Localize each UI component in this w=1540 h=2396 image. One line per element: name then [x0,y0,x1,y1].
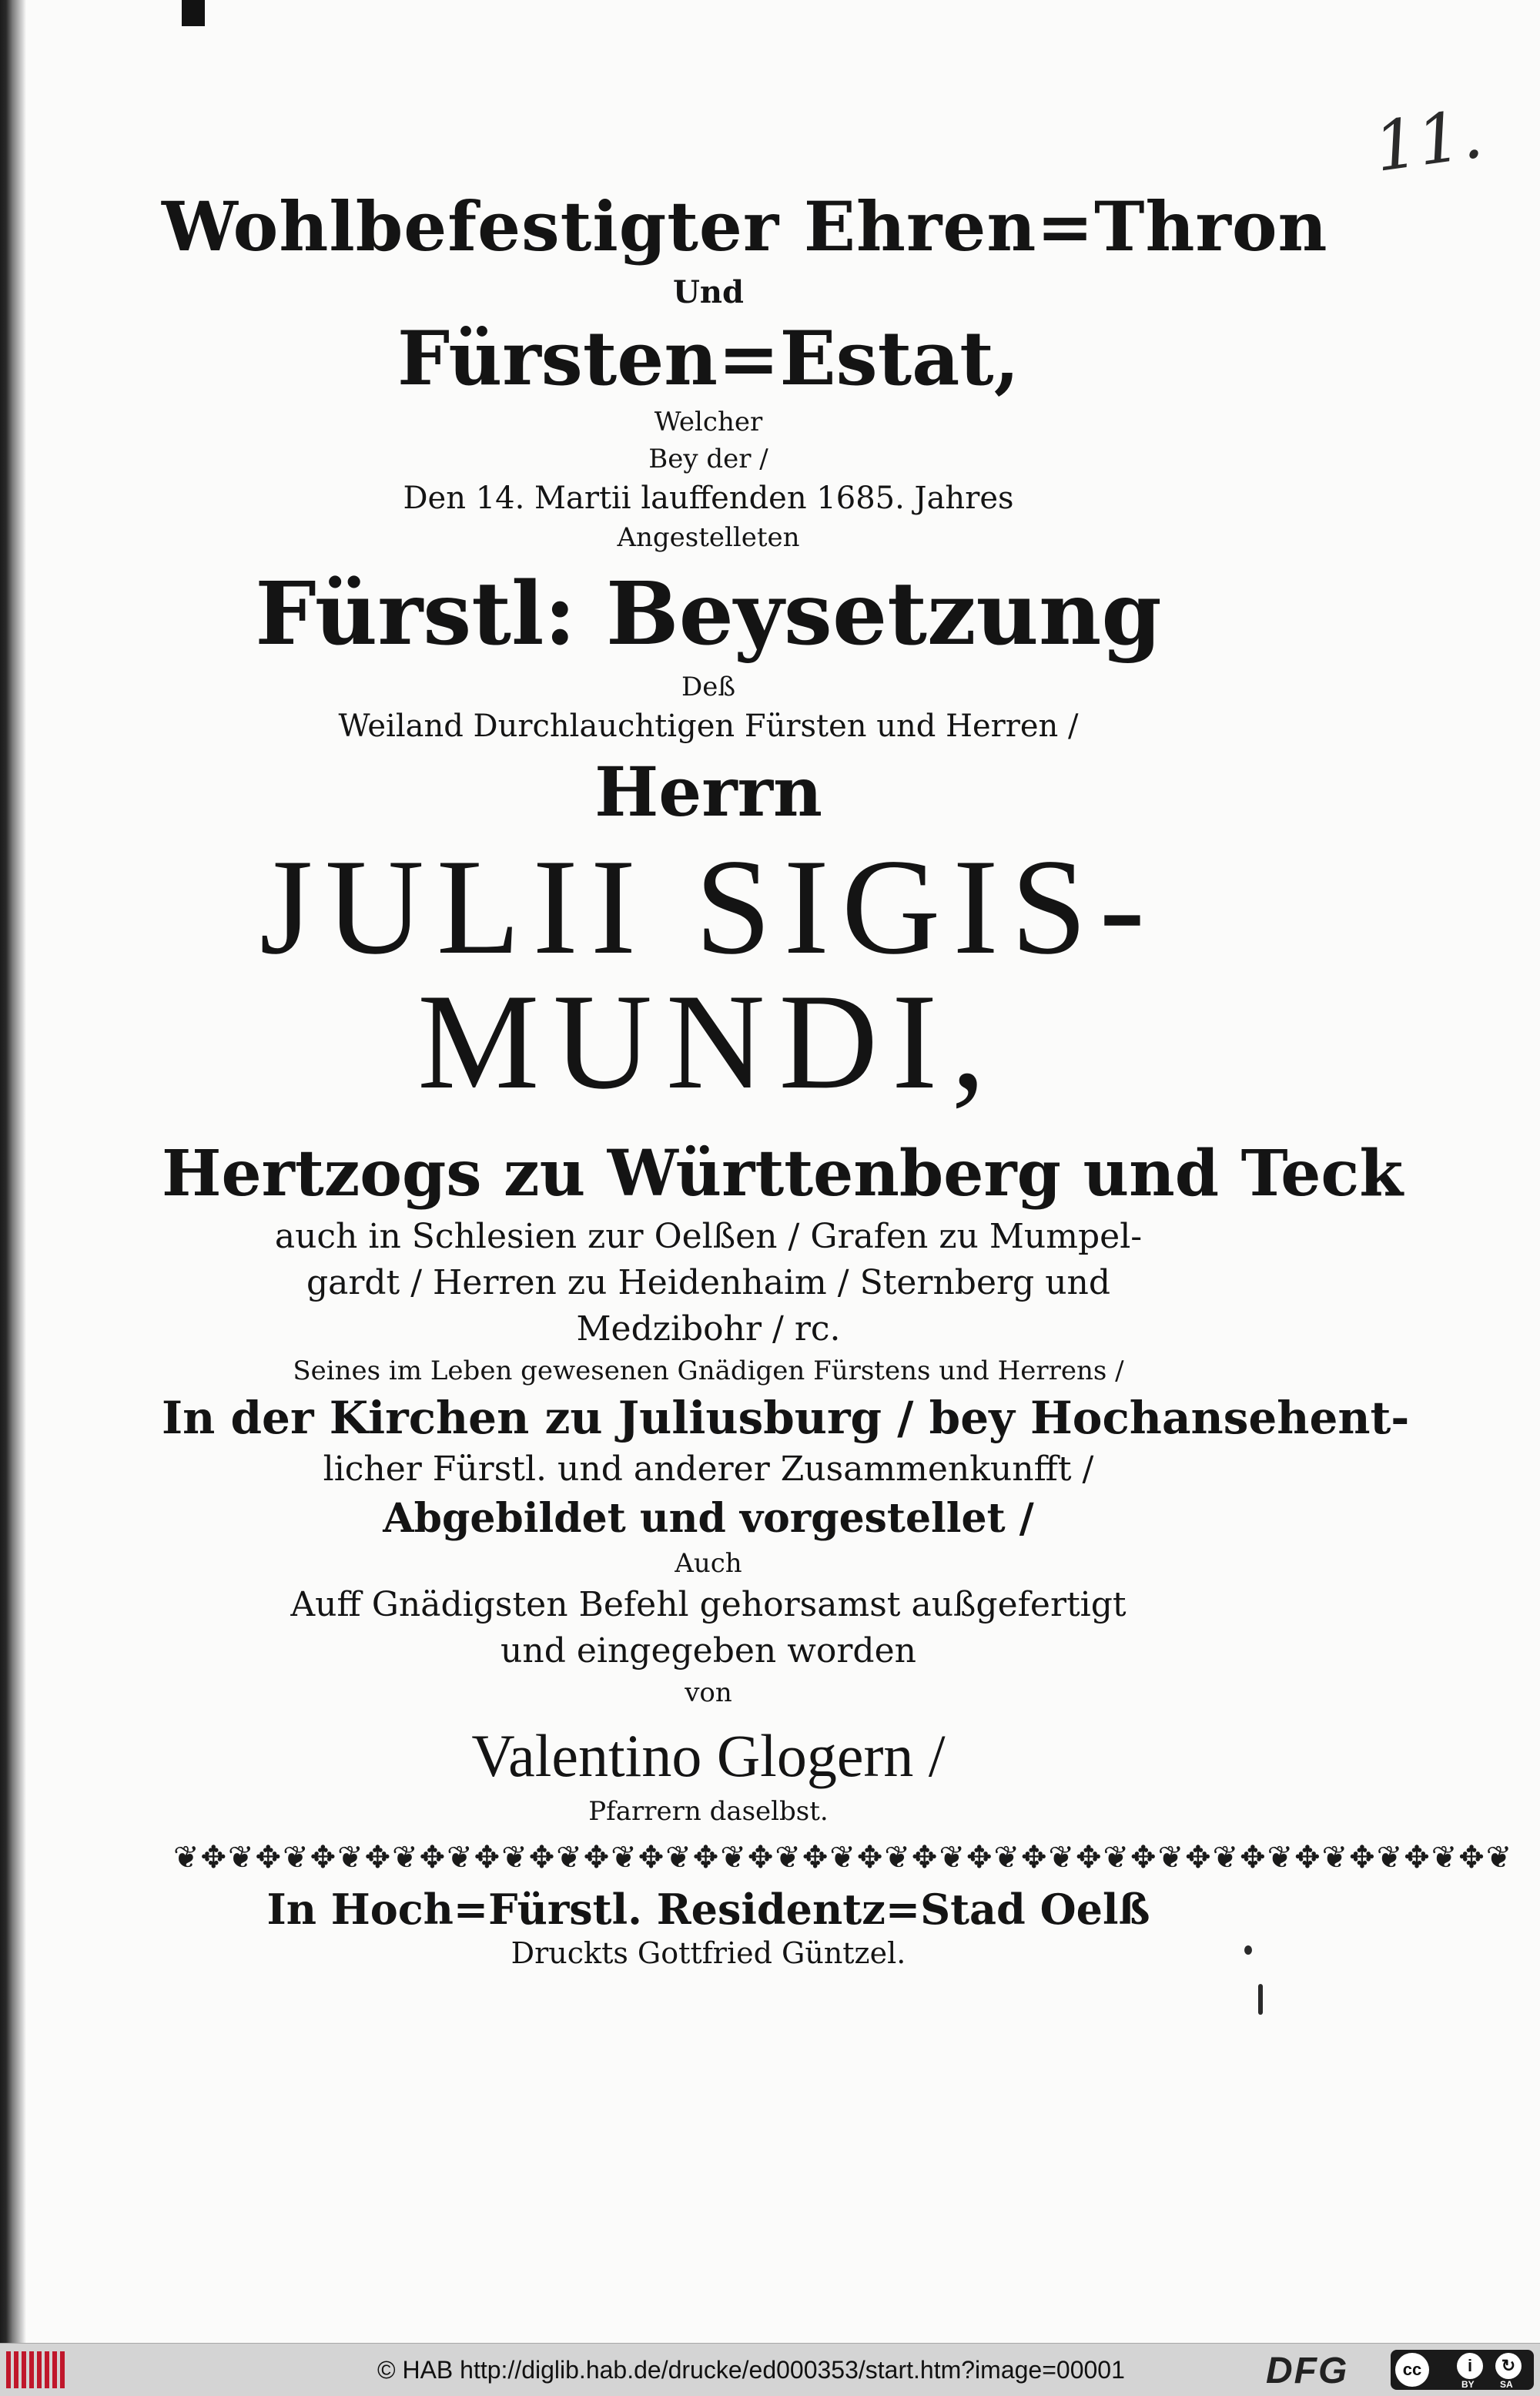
title-und: Und [673,274,744,310]
line-welcher: Welcher [654,407,763,437]
title-name-line1: JULII SIGIS- [259,830,1157,983]
line-schlesien: auch in Schlesien zur Oelßen / Grafen zu Mumpel- [274,1217,1143,1256]
imprint-printer: Druckts Gottfried Güntzel. [511,1936,906,1970]
line-weiland: Weiland Durchlauchtigen Fürsten und Herren / [338,709,1079,744]
line-eingegeben: und eingegeben worden [500,1631,916,1670]
citation-link[interactable]: © HAB http://diglib.hab.de/drucke/ed000353/start.htm?image=00001 [377,2356,1125,2384]
title-herrn: Herrn [594,752,822,832]
line-hertzogs: Hertzogs zu Württenberg und Teck [162,1137,1404,1211]
line-von: von [685,1677,732,1708]
title-beysetzung: Fürstl: Beysetzung [255,564,1162,665]
license-by-label: BY [1461,2379,1475,2390]
cc-by-sa-icon[interactable] [1391,2350,1534,2390]
cc-logo-icon: cc [1395,2353,1429,2387]
license-sa-label: SA [1500,2379,1513,2390]
share-alike-icon: ↻ [1495,2353,1522,2379]
line-licher: licher Fürstl. und anderer Zusammenkunfft / [323,1449,1094,1489]
author-name: Valentino Glogern / [471,1722,946,1789]
title-page-text [162,185,1514,1972]
title-estat: Fürsten=Estat, [397,315,1020,402]
line-abgebildet: Abgebildet und vorgestellet / [383,1495,1034,1542]
line-dess: Deß [681,672,736,702]
imprint-place: In Hoch=Fürstl. Residentz=Stad Oelß [266,1885,1150,1934]
line-angestellet: Angestelleten [617,522,800,553]
by-attribution-icon: i [1457,2353,1483,2379]
ink-speck [1258,1984,1263,2015]
line-auch: Auch [675,1548,742,1579]
line-pfarrern: Pfarrern daselbst. [588,1796,829,1827]
line-medzibohr: Medzibohr / rc. [576,1309,841,1349]
ornament-band: ❦✥❦✥❦✥❦✥❦✥❦✥❦✥❦✥❦✥❦✥❦✥❦✥❦✥❦✥❦✥❦✥❦✥❦✥❦✥❦✥❦✥❦✥❦✥❦✥❦ [173,1840,1514,1875]
line-seines: Seines im Leben gewesenen Gnädigen Fürstens und Herrens / [293,1355,1124,1386]
main-title: Wohlbefestigter Ehren=Thron [162,186,1328,266]
title-name-line2: MUNDI, [417,965,999,1118]
line-gardt: gardt / Herren zu Heidenhaim / Sternberg und [306,1263,1111,1302]
hab-logo-icon[interactable] [6,2351,66,2388]
page-top-mark [182,0,205,26]
page-binding-edge [0,0,26,2343]
dfg-logo[interactable]: DFG [1266,2351,1349,2391]
viewer-footer-bar [0,2343,1540,2396]
line-date: Den 14. Martii lauffenden 1685. Jahres [403,481,1014,516]
handwritten-margin-note: 11. [1369,93,1488,187]
line-kirchen: In der Kirchen zu Juliusburg / bey Hochansehent- [162,1392,1410,1444]
line-bey: Bey der / [648,444,768,474]
line-auff: Auff Gnädigsten Befehl gehorsamst außgefertigt [290,1585,1127,1624]
